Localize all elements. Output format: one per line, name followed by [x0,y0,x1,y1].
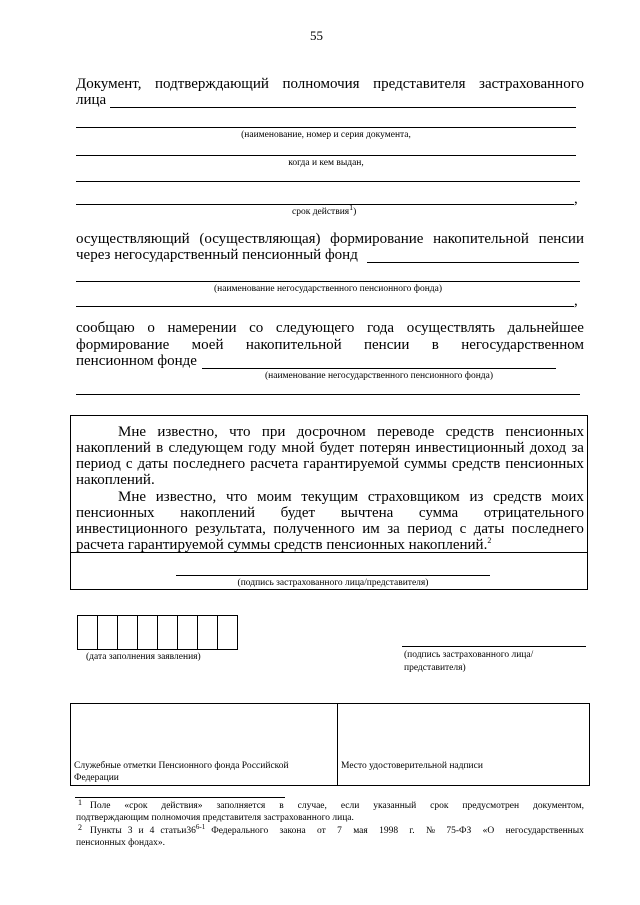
date-cell[interactable] [98,616,118,649]
new-fund-caption: (наименование негосударственного пенсионного фонда) [265,371,493,381]
doc-name-caption: (наименование, номер и серия документа, [241,130,411,140]
word: статьи [160,826,187,836]
word: что [229,424,251,440]
word: предусмотрен [462,801,520,811]
word: результата, [195,521,266,537]
doc-authority-line1 [76,75,584,94]
date-cells[interactable] [77,615,238,650]
page-number: 55 [310,28,323,43]
word: «О [482,826,495,836]
word: суммы [404,456,447,472]
word: страховщиком [367,489,460,505]
word: период [76,456,121,472]
doc-authority-field-line[interactable] [110,107,576,108]
footnote-separator [75,797,285,798]
doc-issued-field-line[interactable] [76,155,576,156]
word: сообщаю [76,320,135,336]
word: известно, [157,424,218,440]
word: формирование [330,231,424,247]
word: 7 [337,826,342,836]
current-fund-field-line[interactable] [367,262,579,263]
word: с [125,456,133,472]
word: 75-ФЗ [446,826,472,836]
word: намерении [167,320,237,336]
word: будет [319,440,355,456]
word: даты [473,521,505,537]
fund-intro-line2: через негосударственный пенсионный фонд [76,247,358,263]
word: заполняется [216,801,266,811]
word: следующего [275,320,355,336]
footnote-ref-2: 2 [487,536,492,545]
word: текущим [301,489,359,505]
word: вычтена [340,505,394,521]
word: период [407,521,453,537]
word: негосударственном [461,337,584,353]
word: 3 [127,826,133,836]
word: пенсии [364,337,410,353]
current-fund-extra-line[interactable] [76,306,574,307]
word: (осуществляющая) [199,231,321,247]
service-table-divider [337,703,338,786]
word: закона [279,826,306,836]
service-marks-label-2: Федерации [74,773,119,783]
notice-p2-line4-text: расчета гарантируемой суммы средств пенсионных накоплений. [76,537,488,553]
word: дальнейшее [507,320,584,336]
word: последнего [173,456,246,472]
word: в [431,337,439,353]
word: отрицательного [483,505,584,521]
word: полученного [273,521,355,537]
intention-line3: пенсионном фонде [76,353,197,369]
word: средств [493,489,542,505]
word: средств [451,456,501,472]
doc-validity-field-line[interactable] [76,204,574,205]
footnote-2-line1 [90,822,584,837]
word: Мне [118,489,147,505]
word: Поле [90,801,111,811]
word: в [279,801,284,811]
doc-validity-caption: срок действия$^1$) [292,202,357,217]
word: о [147,320,155,336]
footnote-2-line1-a [90,825,186,837]
word: им [362,521,380,537]
notice-signature-caption: (подпись застрахованного лица/представителя) [237,578,429,588]
date-cell[interactable] [198,616,218,649]
word: году [248,440,277,456]
word: застрахованного [479,76,584,92]
word: и [138,826,144,836]
word: если [340,801,360,811]
doc-extra-field-line[interactable] [76,181,580,182]
footnote-2-article-sup: 6-1 [195,822,206,831]
applicant-signature-caption-2: представителя) [404,663,466,673]
word: будет [280,505,316,521]
word: из [469,489,484,505]
service-marks-label-1: Служебные отметки Пенсионного фонда Российской [74,761,289,771]
word: года [366,320,395,336]
word: срок [430,801,449,811]
word: Федерального [211,826,269,836]
word: случае, [297,801,327,811]
word: в [156,440,164,456]
service-table [70,703,590,786]
notice-signature-line[interactable] [176,575,490,576]
word: доход [529,440,567,456]
word: осуществляющий [76,231,190,247]
word: 4 [149,826,155,836]
word: негосударственных [505,826,584,836]
date-cell[interactable] [158,616,178,649]
word: моих [551,489,584,505]
new-fund-extra-line[interactable] [76,394,580,395]
word: со [249,320,264,336]
word: следующем [168,440,244,456]
word: расчета [250,456,299,472]
word: мной [281,440,315,456]
word: пенсионных [505,424,584,440]
word: г. [409,826,415,836]
footnote-2-line1-b [211,825,584,837]
date-cell[interactable] [178,616,198,649]
doc-issued-caption: когда и кем выдан, [288,158,364,168]
word: № [425,826,436,836]
word: даты [137,456,169,472]
footnote-2-line2: пенсионных фондах». [76,838,166,848]
word: Пункты [90,826,122,836]
word: при [261,424,286,440]
word: потерян [359,440,411,456]
word: средств [445,424,495,440]
word: накоплений [180,505,256,521]
word: мая [353,826,368,836]
word: инвестиционный [415,440,525,456]
word: сумма [418,505,459,521]
footnote-1-line1 [90,800,584,812]
applicant-signature-line[interactable] [402,646,586,647]
word: накопительной [245,337,342,353]
date-caption: (дата заполнения заявления) [86,652,201,662]
word: моим [257,489,292,505]
current-fund-name-line[interactable] [76,281,580,282]
notice-p2-line4 [76,536,491,555]
word: моей [191,337,224,353]
footnote-2-mark: 2 [78,823,82,832]
doc-authority-lead: лица [76,92,107,108]
doc-name-field-line[interactable] [76,127,576,128]
word: с [459,521,467,537]
word: представителя [373,76,466,92]
word: от [317,826,326,836]
new-fund-field-line[interactable] [202,368,556,369]
word: за [387,521,400,537]
word: пенсионных [76,505,155,521]
footnote-2-article [186,822,206,837]
word: переводе [377,424,435,440]
word: полномочия [282,76,360,92]
date-cell[interactable] [118,616,138,649]
current-fund-caption: (наименование негосударственного пенсионного фонда) [214,284,442,294]
word: известно, [155,489,217,505]
word: Документ, [76,76,142,92]
doc-validity-comma: , [574,191,578,207]
footnote-1-line2: подтверждающим полномочия представителя застрахованного лица. [76,813,354,823]
word: Мне [118,424,147,440]
footnote-ref-1: 1 [349,202,354,212]
word: 1998 [379,826,399,836]
word: накоплений [76,440,151,456]
word: инвестиционного [76,521,188,537]
date-cell[interactable] [138,616,158,649]
word: досрочном [296,424,366,440]
word: последнего [511,521,584,537]
word: «срок [124,801,148,811]
footnote-1-mark: 1 [78,798,82,807]
date-cell[interactable] [78,616,98,649]
word: гарантируемой [303,456,400,472]
word: указанный [373,801,417,811]
word: формирование [76,337,170,353]
word: действия» [161,801,203,811]
word: пенсионных [505,456,584,472]
notary-place-label: Место удостоверительной надписи [341,761,483,771]
doc-validity-caption-text: срок действия [292,207,350,217]
current-fund-comma: , [574,293,578,309]
notice-p1-line4: накоплений. [76,472,155,488]
word: подтверждающий [155,76,269,92]
date-cell[interactable] [218,616,237,649]
word: документом, [533,801,584,811]
footnote-2-article-num: 36 [186,826,196,836]
word: пенсии [538,231,584,247]
applicant-signature-caption-1: (подпись застрахованного лица/ [404,650,534,660]
word: осуществлять [406,320,495,336]
word: за [571,440,584,456]
word: что [225,489,248,505]
word: накопительной [433,231,529,247]
